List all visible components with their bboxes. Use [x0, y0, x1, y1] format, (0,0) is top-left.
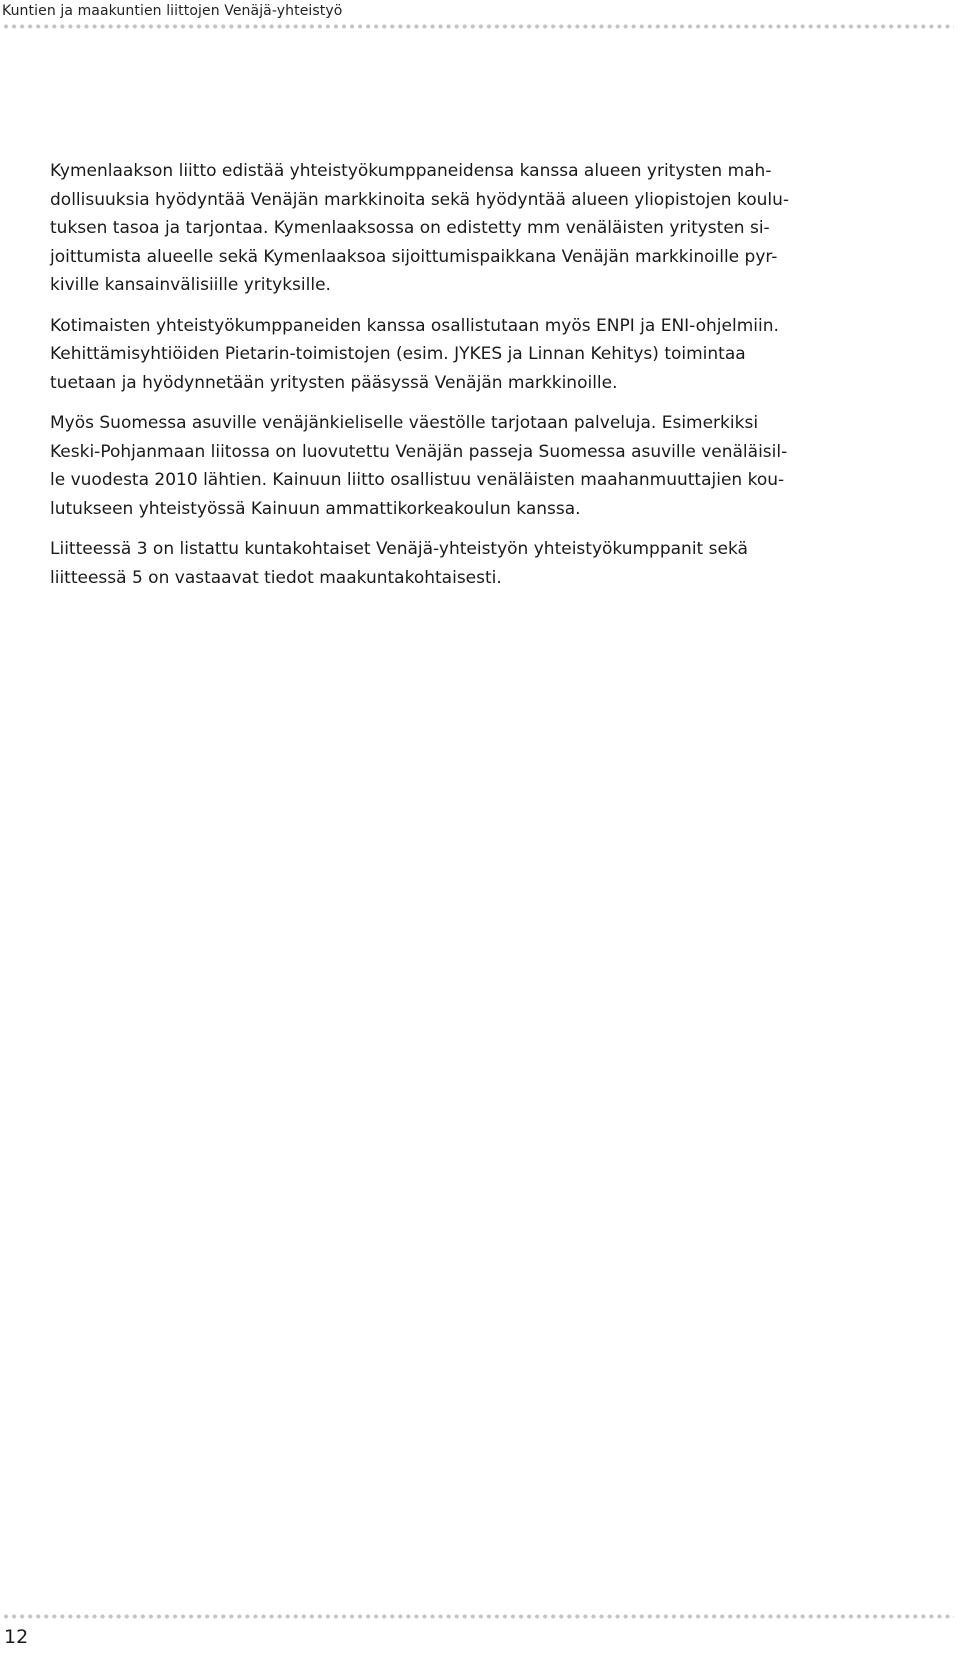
paragraph-russian-speaking-services: [50, 409, 930, 523]
text-line: Kotimaisten yhteistyökumppaneiden kanssa osallistutaan myös ENPI ja ENI-ohjelmiin.: [50, 315, 779, 336]
text-line: Myös Suomessa asuville venäjänkieliselle väestölle tarjotaan palveluja. Esimerkiksi: [50, 413, 759, 433]
text-line: tuksen tasoa ja tarjontaa. Kymenlaaksossa on edistetty mm venäläisten yritysten si-: [50, 218, 770, 238]
header-dotted-rule: [2, 24, 954, 29]
paragraph-kymenlaakso: [50, 157, 930, 300]
text-line: Kehittämisyhtiöiden Pietarin-toimistojen (esim. JYKES ja Linnan Kehitys) toimintaa: [50, 344, 746, 364]
text-line: Keski-Pohjanmaan liitossa on luovutettu Venäjän passeja Suomessa asuville venäläisil-: [50, 441, 788, 462]
paragraph-domestic-partners: [50, 312, 930, 398]
page-number: 12: [4, 1626, 29, 1648]
text-line: lutukseen yhteistyössä Kainuun ammattikorkeakoulun kanssa.: [50, 498, 581, 519]
paragraph-appendix-reference: [50, 535, 930, 592]
footer-dotted-rule: [2, 1614, 954, 1619]
text-line: liitteessä 5 on vastaavat tiedot maakuntakohtaisesti.: [50, 567, 502, 588]
running-header-title: Kuntien ja maakuntien liittojen Venäjä-yhteistyö: [2, 3, 343, 19]
text-line: dollisuuksia hyödyntää Venäjän markkinoita sekä hyödyntää alueen yliopistojen koulu-: [50, 189, 790, 210]
document-body: [50, 157, 930, 604]
text-line: joittumista alueelle sekä Kymenlaaksoa sijoittumispaikkana Venäjän markkinoille pyr-: [50, 246, 778, 267]
text-line: Kymenlaakson liitto edistää yhteistyökumppaneidensa kanssa alueen yritysten mah-: [50, 161, 772, 181]
text-line: kiville kansainvälisiille yrityksille.: [50, 275, 331, 295]
text-line: le vuodesta 2010 lähtien. Kainuun liitto osallistuu venäläisten maahanmuuttajien kou-: [50, 470, 785, 490]
text-line: Liitteessä 3 on listattu kuntakohtaiset Venäjä-yhteistyön yhteistyökumppanit sekä: [50, 539, 748, 559]
text-line: tuetaan ja hyödynnetään yritysten pääsyssä Venäjän markkinoille.: [50, 372, 618, 393]
